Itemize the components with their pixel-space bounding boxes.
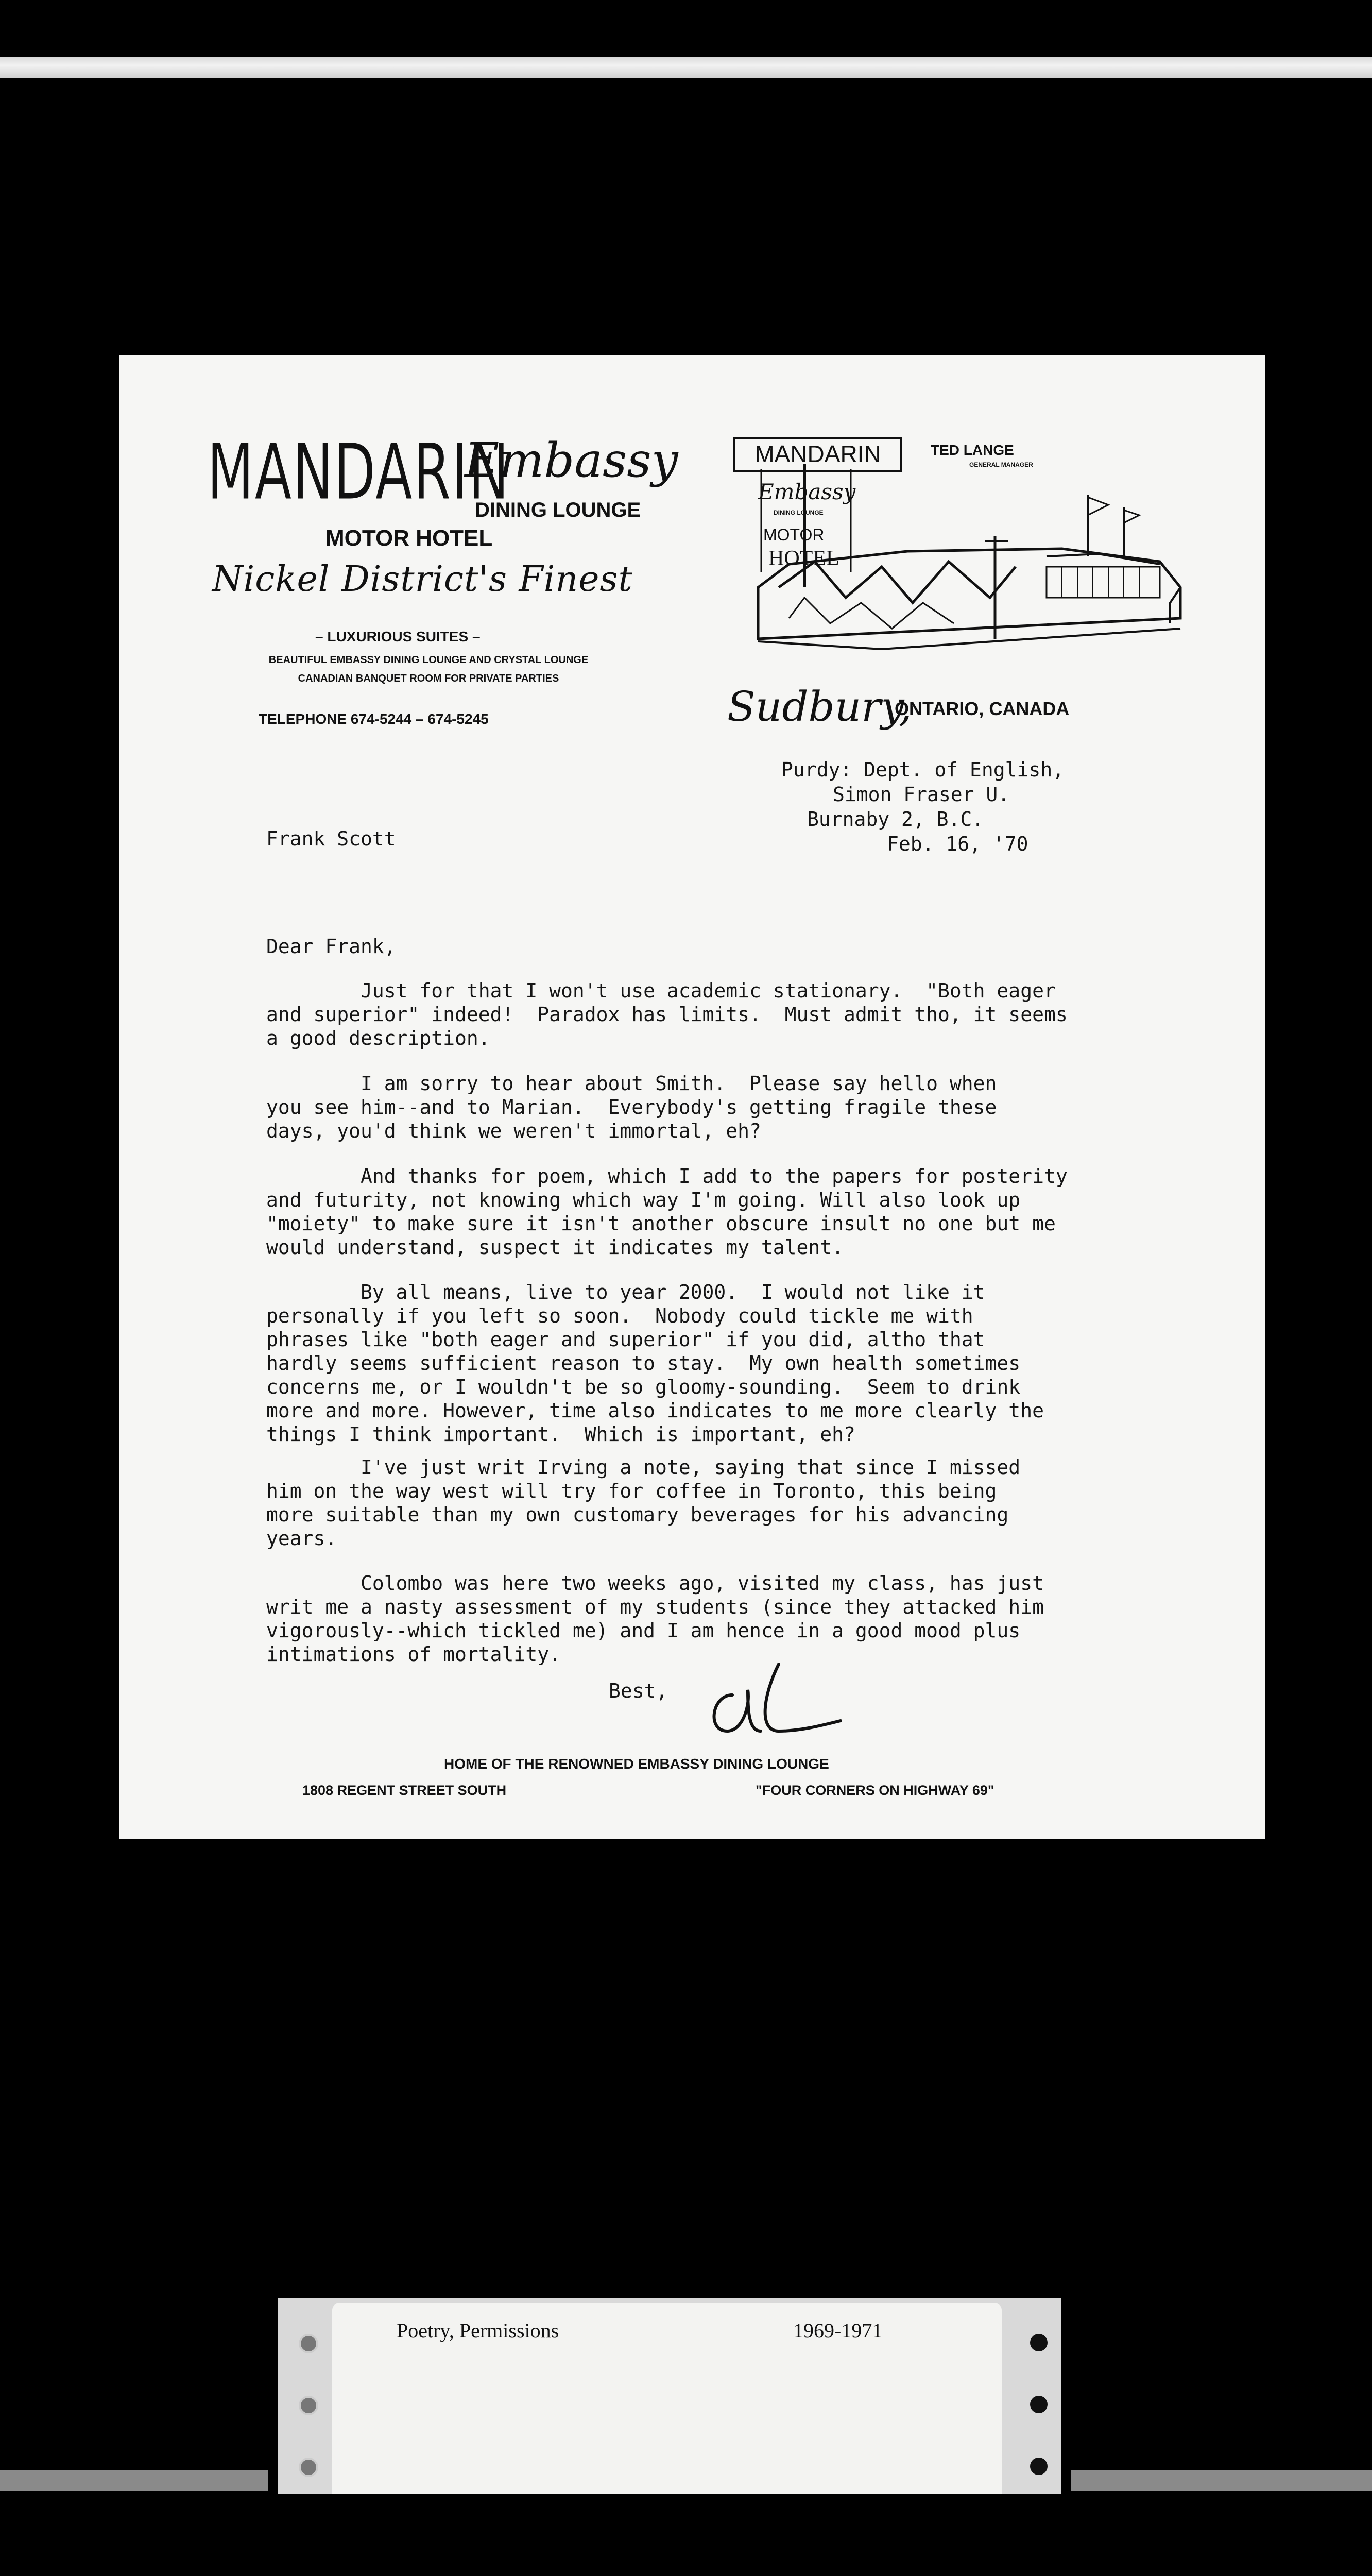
brand-name: MANDARIN [207, 428, 510, 517]
letterhead-right [727, 433, 1242, 768]
tab-hole-right-1 [1030, 2334, 1048, 2351]
file-folder-tab [278, 2298, 1061, 2494]
tab-hole-right-2 [1030, 2396, 1048, 2413]
sign-embassy: Embassy [758, 479, 856, 504]
motor-hotel-label: MOTOR HOTEL [325, 526, 493, 551]
brand-script: Embassy [465, 433, 678, 488]
paragraph-4: By all means, live to year 2000. I would not like it personally if you left so soon. Nobody could tickle me with phrases like "both eager and superior" if you did, altho that hardly seems sufficient reason to stay. My own health sometimes concerns me, or I wouldn't be so gloomy-sounding. Seem to drink more and more. However, time also indicates to me more clearly the things I think important. Which is important, eh? [266, 1281, 1044, 1446]
paragraph-5: I've just writ Irving a note, saying that since I missed him on the way west will try for coffee in Toronto, this being more suitable than my own customary beverages for his advancing years. [266, 1456, 1021, 1550]
letter-page [119, 355, 1265, 1839]
film-top-edge [0, 57, 1372, 78]
sender-address-line-2: Simon Fraser U. [833, 783, 1010, 806]
handwritten-signature [701, 1654, 846, 1741]
paragraph-6: Colombo was here two weeks ago, visited my class, has just writ me a nasty assessment of my students (since they attacked him vigorously--which tickled me) and I am hence in a good mood plus intimations of mortality. [266, 1572, 1044, 1666]
tab-hole-left-1 [299, 2334, 318, 2353]
recipient-name: Frank Scott [266, 827, 396, 850]
sign-hotel: HOTEL [768, 547, 839, 570]
paragraph-1: Just for that I won't use academic stationary. "Both eager and superior" indeed! Paradox has limits. Must admit tho, it seems a good description. [266, 979, 1068, 1049]
tagline: Nickel District's Finest [212, 559, 633, 600]
letter-date: Feb. 16, '70 [887, 833, 1028, 855]
city-script: Sudbury, [727, 683, 912, 731]
sender-address-line-1: Purdy: Dept. of English, [781, 758, 1065, 781]
film-bottom-edge-right [1071, 2470, 1372, 2491]
footer-corners: "FOUR CORNERS ON HIGHWAY 69" [756, 1783, 994, 1798]
sign-mandarin: MANDARIN [733, 437, 902, 472]
province-label: ONTARIO, CANADA [895, 698, 1070, 719]
manager-title: GENERAL MANAGER [969, 461, 1033, 468]
tab-hole-left-3 [299, 2458, 318, 2477]
sign-motor: MOTOR [763, 526, 825, 544]
suites-label: – LUXURIOUS SUITES – [315, 629, 481, 645]
manager-name: TED LANGE [931, 442, 1014, 458]
closing: Best, [609, 1680, 668, 1702]
telephone-line: TELEPHONE 674-5244 – 674-5245 [259, 711, 489, 727]
tab-hole-left-2 [299, 2396, 318, 2415]
footer-street: 1808 REGENT STREET SOUTH [302, 1783, 507, 1798]
file-tab-subject: Poetry, Permissions [397, 2319, 559, 2342]
amenities-line: BEAUTIFUL EMBASSY DINING LOUNGE AND CRYSTAL LOUNGE [268, 654, 589, 666]
tab-hole-right-3 [1030, 2458, 1048, 2475]
sign-dining: DINING LOUNGE [774, 509, 824, 516]
paragraph-2: I am sorry to hear about Smith. Please say hello when you see him--and to Marian. Everybody's getting fragile these days, you'd think we weren't immortal, eh? [266, 1072, 997, 1142]
dining-lounge-label: DINING LOUNGE [475, 499, 641, 521]
film-bottom-edge-left [0, 2470, 268, 2491]
banquet-line: CANADIAN BANQUET ROOM FOR PRIVATE PARTIES [298, 673, 559, 684]
salutation: Dear Frank, [266, 935, 396, 958]
sender-address-line-3: Burnaby 2, B.C. [807, 808, 984, 831]
file-tab-years: 1969-1971 [793, 2319, 883, 2342]
footer-home: HOME OF THE RENOWNED EMBASSY DINING LOUNGE [444, 1756, 829, 1772]
paragraph-3: And thanks for poem, which I add to the papers for posterity and futurity, not knowing which way I'm going. Will also look up "moiety" to make sure it isn't another obscure insult no one but me would understand, suspect it indicates my talent. [266, 1165, 1068, 1259]
letterhead-left [119, 355, 676, 747]
